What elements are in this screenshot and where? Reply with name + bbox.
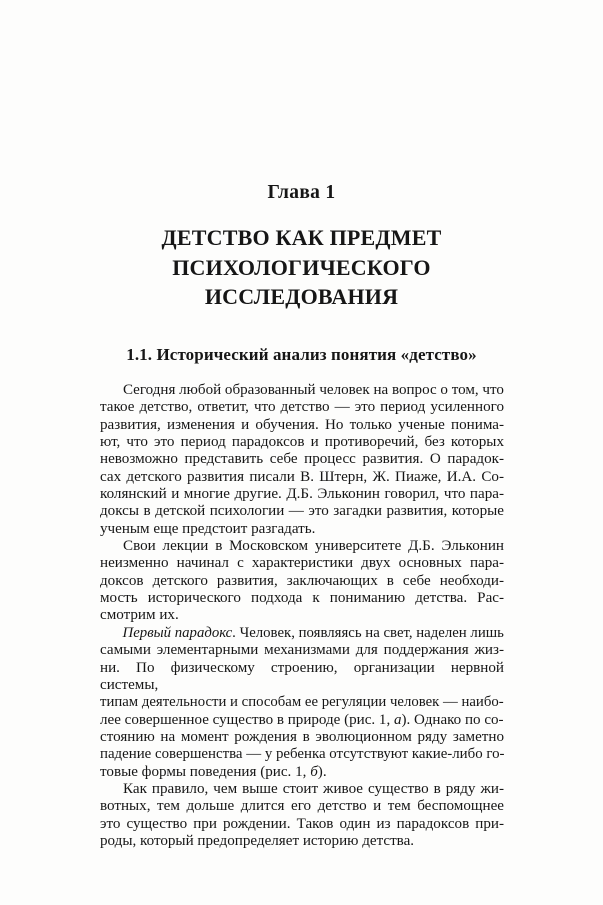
- text-line: роды, который предопределяет историю детства.: [100, 832, 415, 849]
- text-line: типам деятельности и способам ее регуляции человек — наибо-: [100, 694, 504, 711]
- italic-run: б: [310, 763, 318, 780]
- text-line: неизменно начинал с характеристики двух основных пара-: [100, 555, 504, 572]
- text-line: мость исторического подхода к пониманию детства. Рас-: [100, 590, 504, 607]
- text-line: доксов детского развития, заключающих в себе необходи-: [100, 572, 504, 589]
- text-line: ученым еще предстоит разгадать.: [100, 520, 316, 537]
- text-line-fig-b: товые формы поведения (рис. 1, б).: [100, 763, 327, 780]
- text-line: колянский и многие другие. Д.Б. Эльконин говорил, что пара-: [100, 486, 504, 503]
- chapter-heading-block: [100, 182, 503, 311]
- chapter-title: [100, 223, 503, 311]
- text-line: такое детство, ответит, что детство — это период усиленного: [100, 399, 504, 416]
- text-line: стоянию на момент рождения в эволюционном ряду заметно: [100, 728, 504, 745]
- italic-run: Первый парадокс: [122, 624, 233, 641]
- paragraph: [100, 382, 504, 538]
- text-line: вотных, тем дольше длится его детство и тем беспомощнее: [100, 798, 504, 815]
- paragraph: [100, 538, 504, 625]
- italic-run: а: [393, 711, 402, 728]
- paragraph: [100, 625, 504, 781]
- chapter-title-line: ПСИХОЛОГИЧЕСКОГО: [172, 254, 431, 280]
- text-line: Сегодня любой образованный человек на вопрос о том, что: [122, 382, 504, 398]
- body-text: [100, 382, 504, 850]
- text-line: доксы в детской психологии — это загадки развития, которые: [100, 503, 504, 520]
- text-line: развития, изменения и обучения. Но только ученые понима-: [100, 416, 504, 433]
- paragraph: [100, 781, 504, 850]
- text-line: сах детского развития писали В. Штерн, Ж. Пиаже, И.А. Со-: [100, 468, 504, 485]
- text-line: самыми элементарными механизмами для поддержания жиз-: [100, 642, 504, 659]
- text-line: Как правило, чем выше стоит живое существо в ряду жи-: [123, 780, 504, 797]
- section-heading: 1.1. Исторический анализ понятия «детство»: [126, 345, 477, 364]
- chapter-label: Глава 1: [267, 182, 336, 203]
- text-line: ни. По физическому строению, организации нервной системы,: [100, 659, 504, 693]
- text-line: ют, что это период парадоксов и противоречий, без которых: [100, 434, 504, 451]
- text-line-fig-a: лее совершенное существо в природе (рис. 1, а). Однако по со-: [100, 711, 504, 728]
- text-line: невозможно представить себе процесс развития. О парадок-: [100, 451, 504, 468]
- text-line-italic-lead: Первый парадокс. Человек, появляясь на свет, наделен лишь: [122, 624, 504, 641]
- chapter-title-line: ДЕТСТВО КАК ПРЕДМЕТ: [161, 225, 442, 251]
- text-line: Свои лекции в Московском университете Д.Б. Эльконин: [123, 538, 504, 555]
- text-line: падение совершенства — у ребенка отсутствуют какие-либо го-: [100, 746, 505, 763]
- text-line: смотрим их.: [100, 607, 179, 624]
- text-line: это существо при рождении. Таков один из парадоксов при-: [100, 815, 504, 832]
- chapter-title-line: ИССЛЕДОВАНИЯ: [204, 283, 399, 309]
